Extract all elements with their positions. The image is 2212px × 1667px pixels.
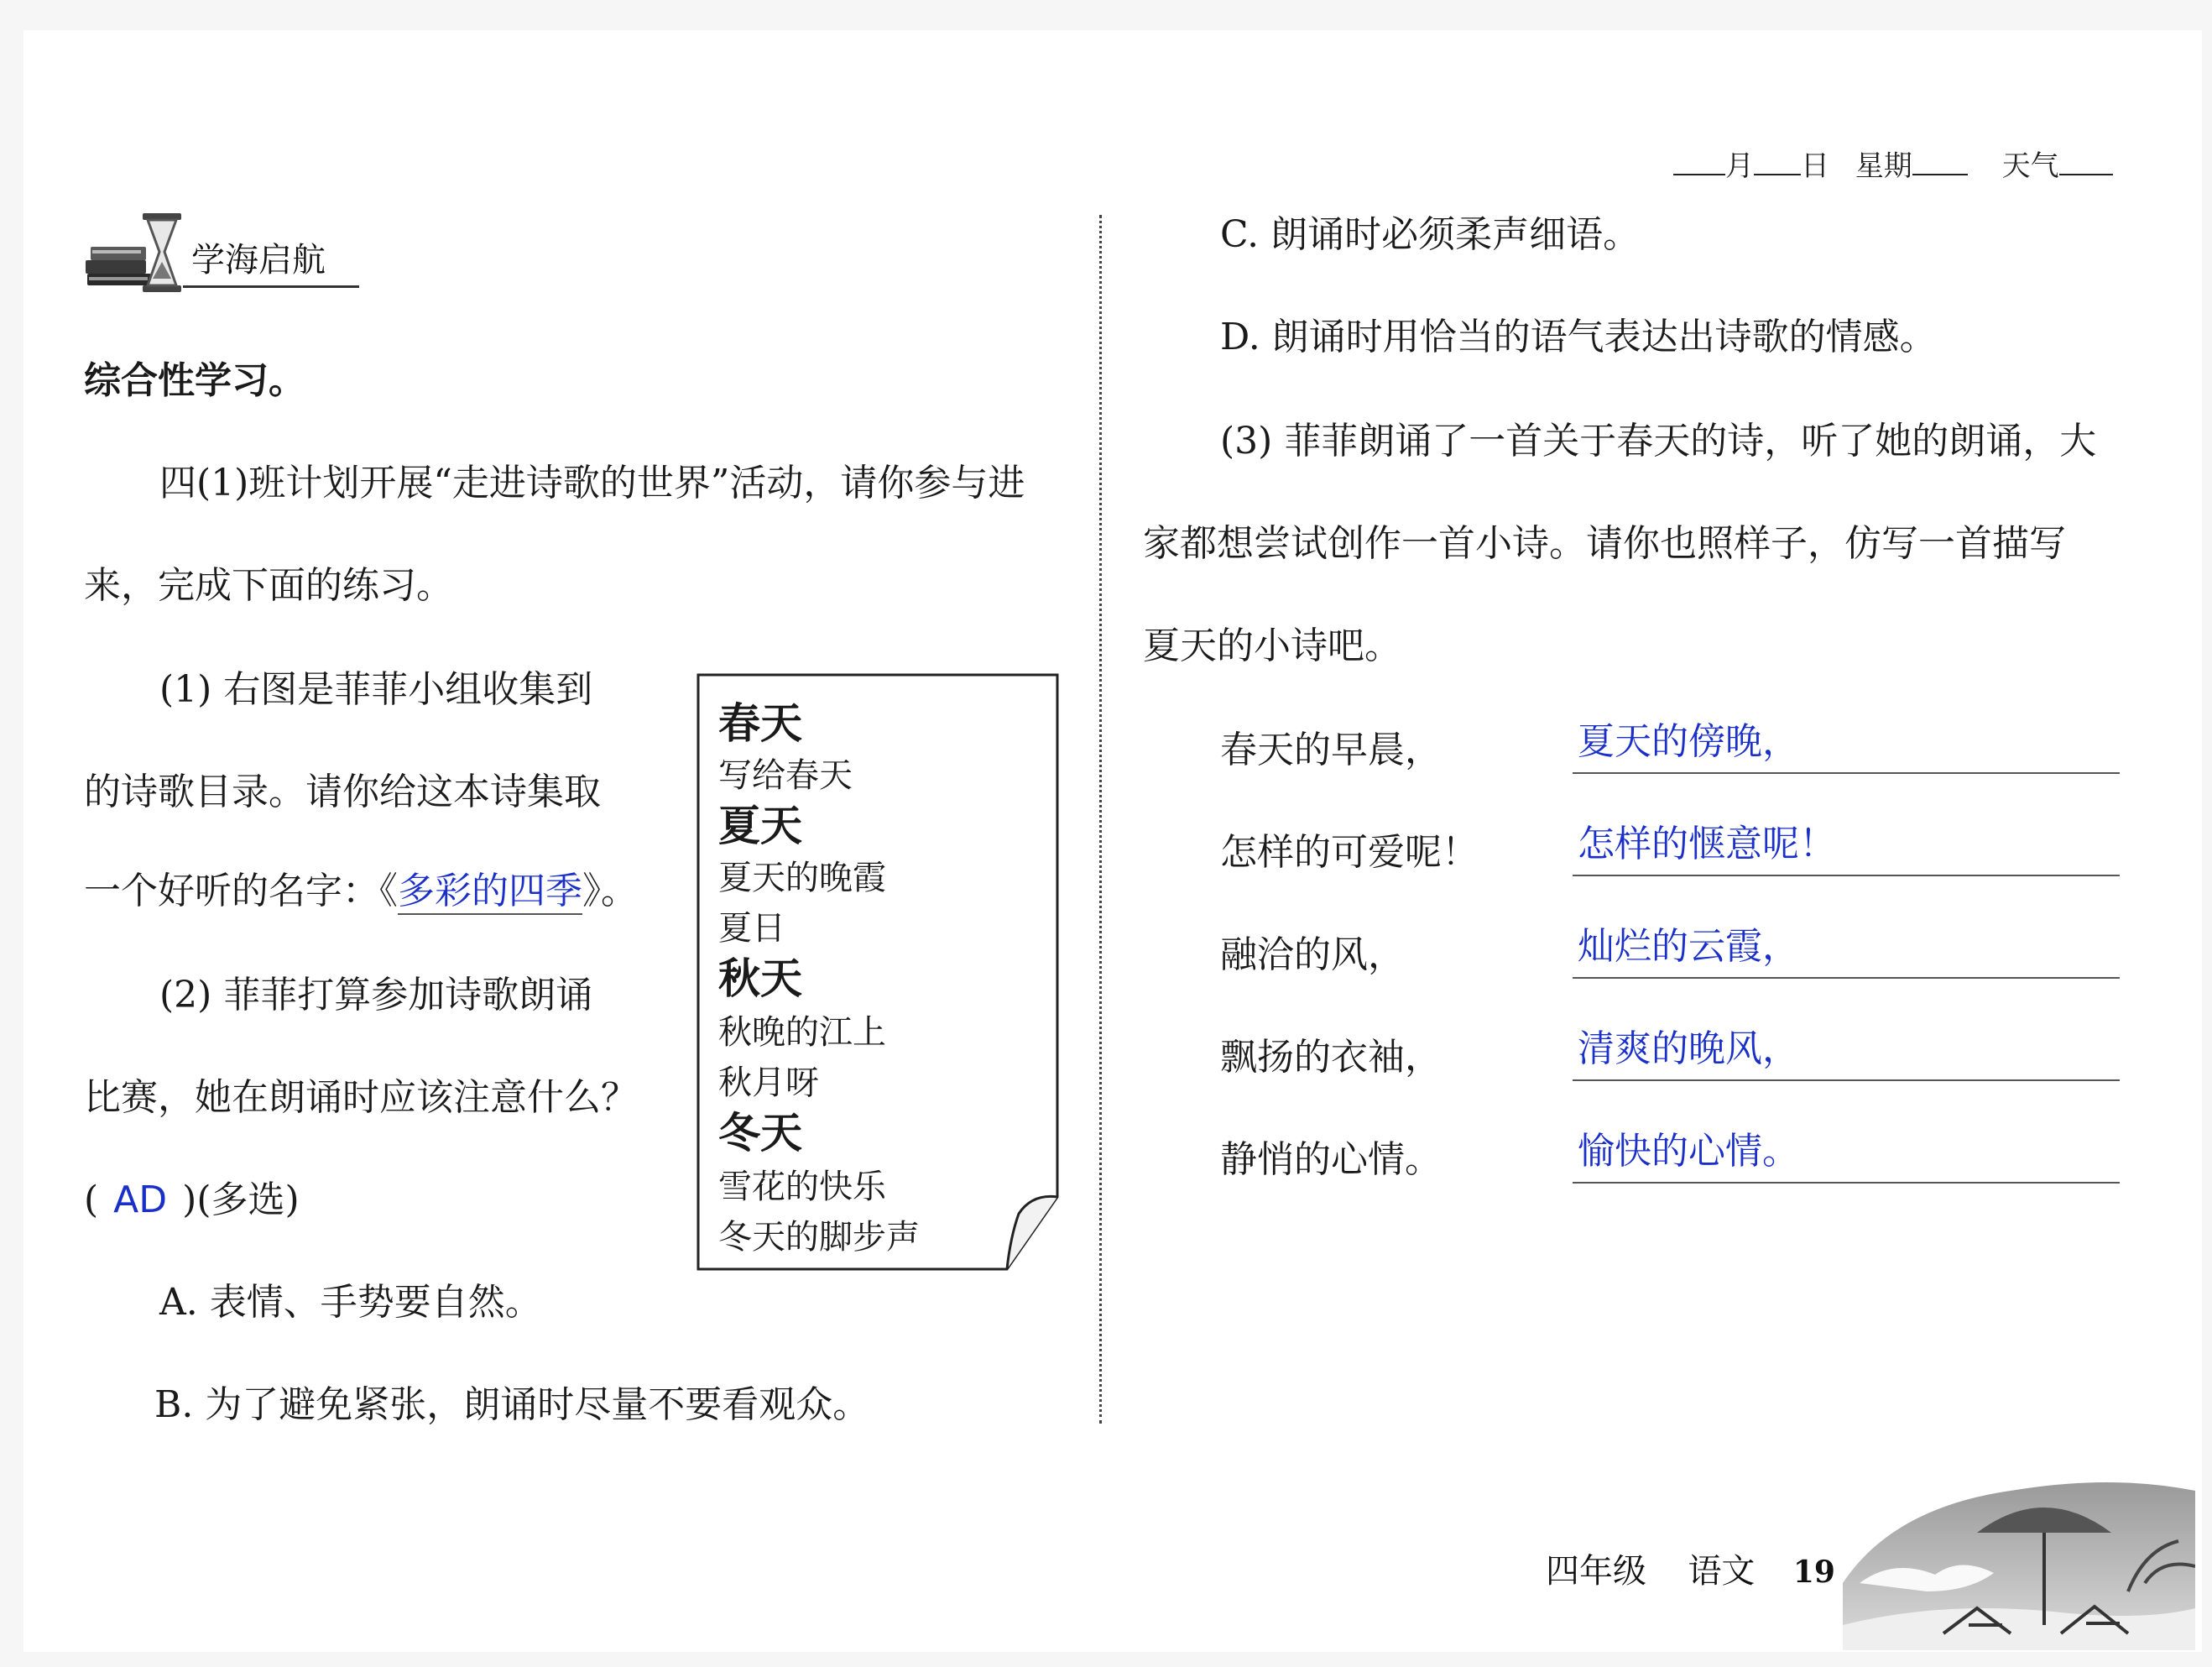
q3-line-3: 夏天的小诗吧。: [1143, 624, 1401, 667]
answer-underline: [1573, 977, 2120, 979]
option-a: A. 表情、手势要自然。: [159, 1281, 542, 1324]
answer-underline: [1573, 875, 2120, 876]
q1-line-3-prefix: 一个好听的名字：《: [84, 870, 398, 912]
section-banner: [84, 208, 436, 300]
day-label: 日: [1801, 149, 1829, 183]
q1-line-3-suffix: 》。: [582, 870, 638, 912]
beach-illustration: [1843, 1457, 2195, 1650]
page-number: 19: [1792, 1555, 1835, 1590]
answer-underline: [1573, 1079, 2120, 1081]
footer-subject: 语文: [1688, 1552, 1756, 1591]
q1-answer: 多彩的四季: [398, 873, 582, 915]
model-line-1: 春天的早晨，: [1220, 729, 1442, 771]
q2-line-2: 比赛，她在朗诵时应该注意什么？: [84, 1076, 638, 1119]
poem-item: 冬天的脚步声: [718, 1218, 920, 1257]
q1-line-1: (1) 右图是菲菲小组收集到: [159, 668, 593, 711]
poem-list-card: [696, 673, 1059, 1271]
answer-line-4: 清爽的晚风，: [1578, 1027, 1799, 1070]
week-label: 星期: [1855, 149, 1912, 183]
day-blank[interactable]: [1754, 150, 1801, 175]
weather-label: 天气: [2001, 149, 2059, 183]
model-line-3: 融洽的风，: [1220, 933, 1405, 976]
q1-line-2: 的诗歌目录。请你给这本诗集取: [84, 771, 601, 813]
q2-answer-line: [84, 1178, 300, 1221]
q3-line-2: 家都想尝试创作一首小诗。请你也照样子，仿写一首描写: [1143, 522, 2066, 565]
section-heading: 综合性学习。: [84, 359, 305, 402]
season-autumn: 秋天: [718, 954, 802, 1003]
option-c: C. 朗诵时必须柔声细语。: [1220, 213, 1641, 256]
q2-paren-open: (: [84, 1178, 99, 1221]
answer-line-3: 灿烂的云霞，: [1578, 925, 1799, 968]
model-line-4: 飘扬的衣袖，: [1220, 1036, 1442, 1079]
intro-line-1: 四(1)班计划开展“走进诗歌的世界”活动，请你参与进: [159, 462, 1025, 504]
page-footer: [1546, 1544, 1835, 1592]
week-blank[interactable]: [1912, 150, 1968, 175]
model-line-5: 静悄的心情。: [1220, 1138, 1442, 1181]
poem-item: 秋月呀: [718, 1063, 819, 1102]
answer-line-5: 愉快的心情。: [1578, 1130, 1799, 1173]
weather-blank[interactable]: [2059, 150, 2113, 175]
books-hourglass-icon: [84, 212, 185, 295]
answer-line-2: 怎样的惬意呢！: [1578, 823, 1836, 865]
option-d: D. 朗诵时用恰当的语气表达出诗歌的情感。: [1220, 316, 1937, 358]
model-line-2: 怎样的可爱呢！: [1220, 831, 1479, 874]
season-spring: 春天: [718, 698, 802, 748]
poem-item: 雪花的快乐: [718, 1168, 886, 1206]
banner-title: 学海启航: [191, 241, 326, 280]
q2-paren-close: )(多选): [182, 1178, 300, 1221]
season-winter: 冬天: [718, 1108, 802, 1157]
season-summer: 夏天: [718, 801, 802, 850]
date-weather-line: [1673, 143, 2113, 184]
poem-item: 秋晚的江上: [718, 1013, 886, 1052]
poem-item: 夏天的晚霞: [718, 859, 886, 897]
q2-line-1: (2) 菲菲打算参加诗歌朗诵: [159, 974, 593, 1016]
answer-underline: [1573, 772, 2120, 774]
q2-answer: AD: [113, 1178, 168, 1221]
footer-grade: 四年级: [1546, 1552, 1646, 1591]
answer-underline: [1573, 1182, 2120, 1184]
banner-underline: [183, 285, 359, 288]
answer-line-1: 夏天的傍晚，: [1578, 720, 1799, 763]
option-b: B. 为了避免紧张，朗诵时尽量不要看观众。: [154, 1383, 870, 1426]
month-blank[interactable]: [1673, 150, 1725, 175]
q1-line-3: [84, 870, 638, 915]
intro-line-2: 来，完成下面的练习。: [84, 564, 453, 607]
month-label: 月: [1725, 149, 1754, 183]
poem-item: 夏日: [718, 909, 785, 948]
column-divider: [1099, 215, 1102, 1424]
q3-line-1: (3) 菲菲朗诵了一首关于春天的诗，听了她的朗诵，大: [1220, 420, 2097, 462]
poem-item: 写给春天: [718, 756, 853, 795]
